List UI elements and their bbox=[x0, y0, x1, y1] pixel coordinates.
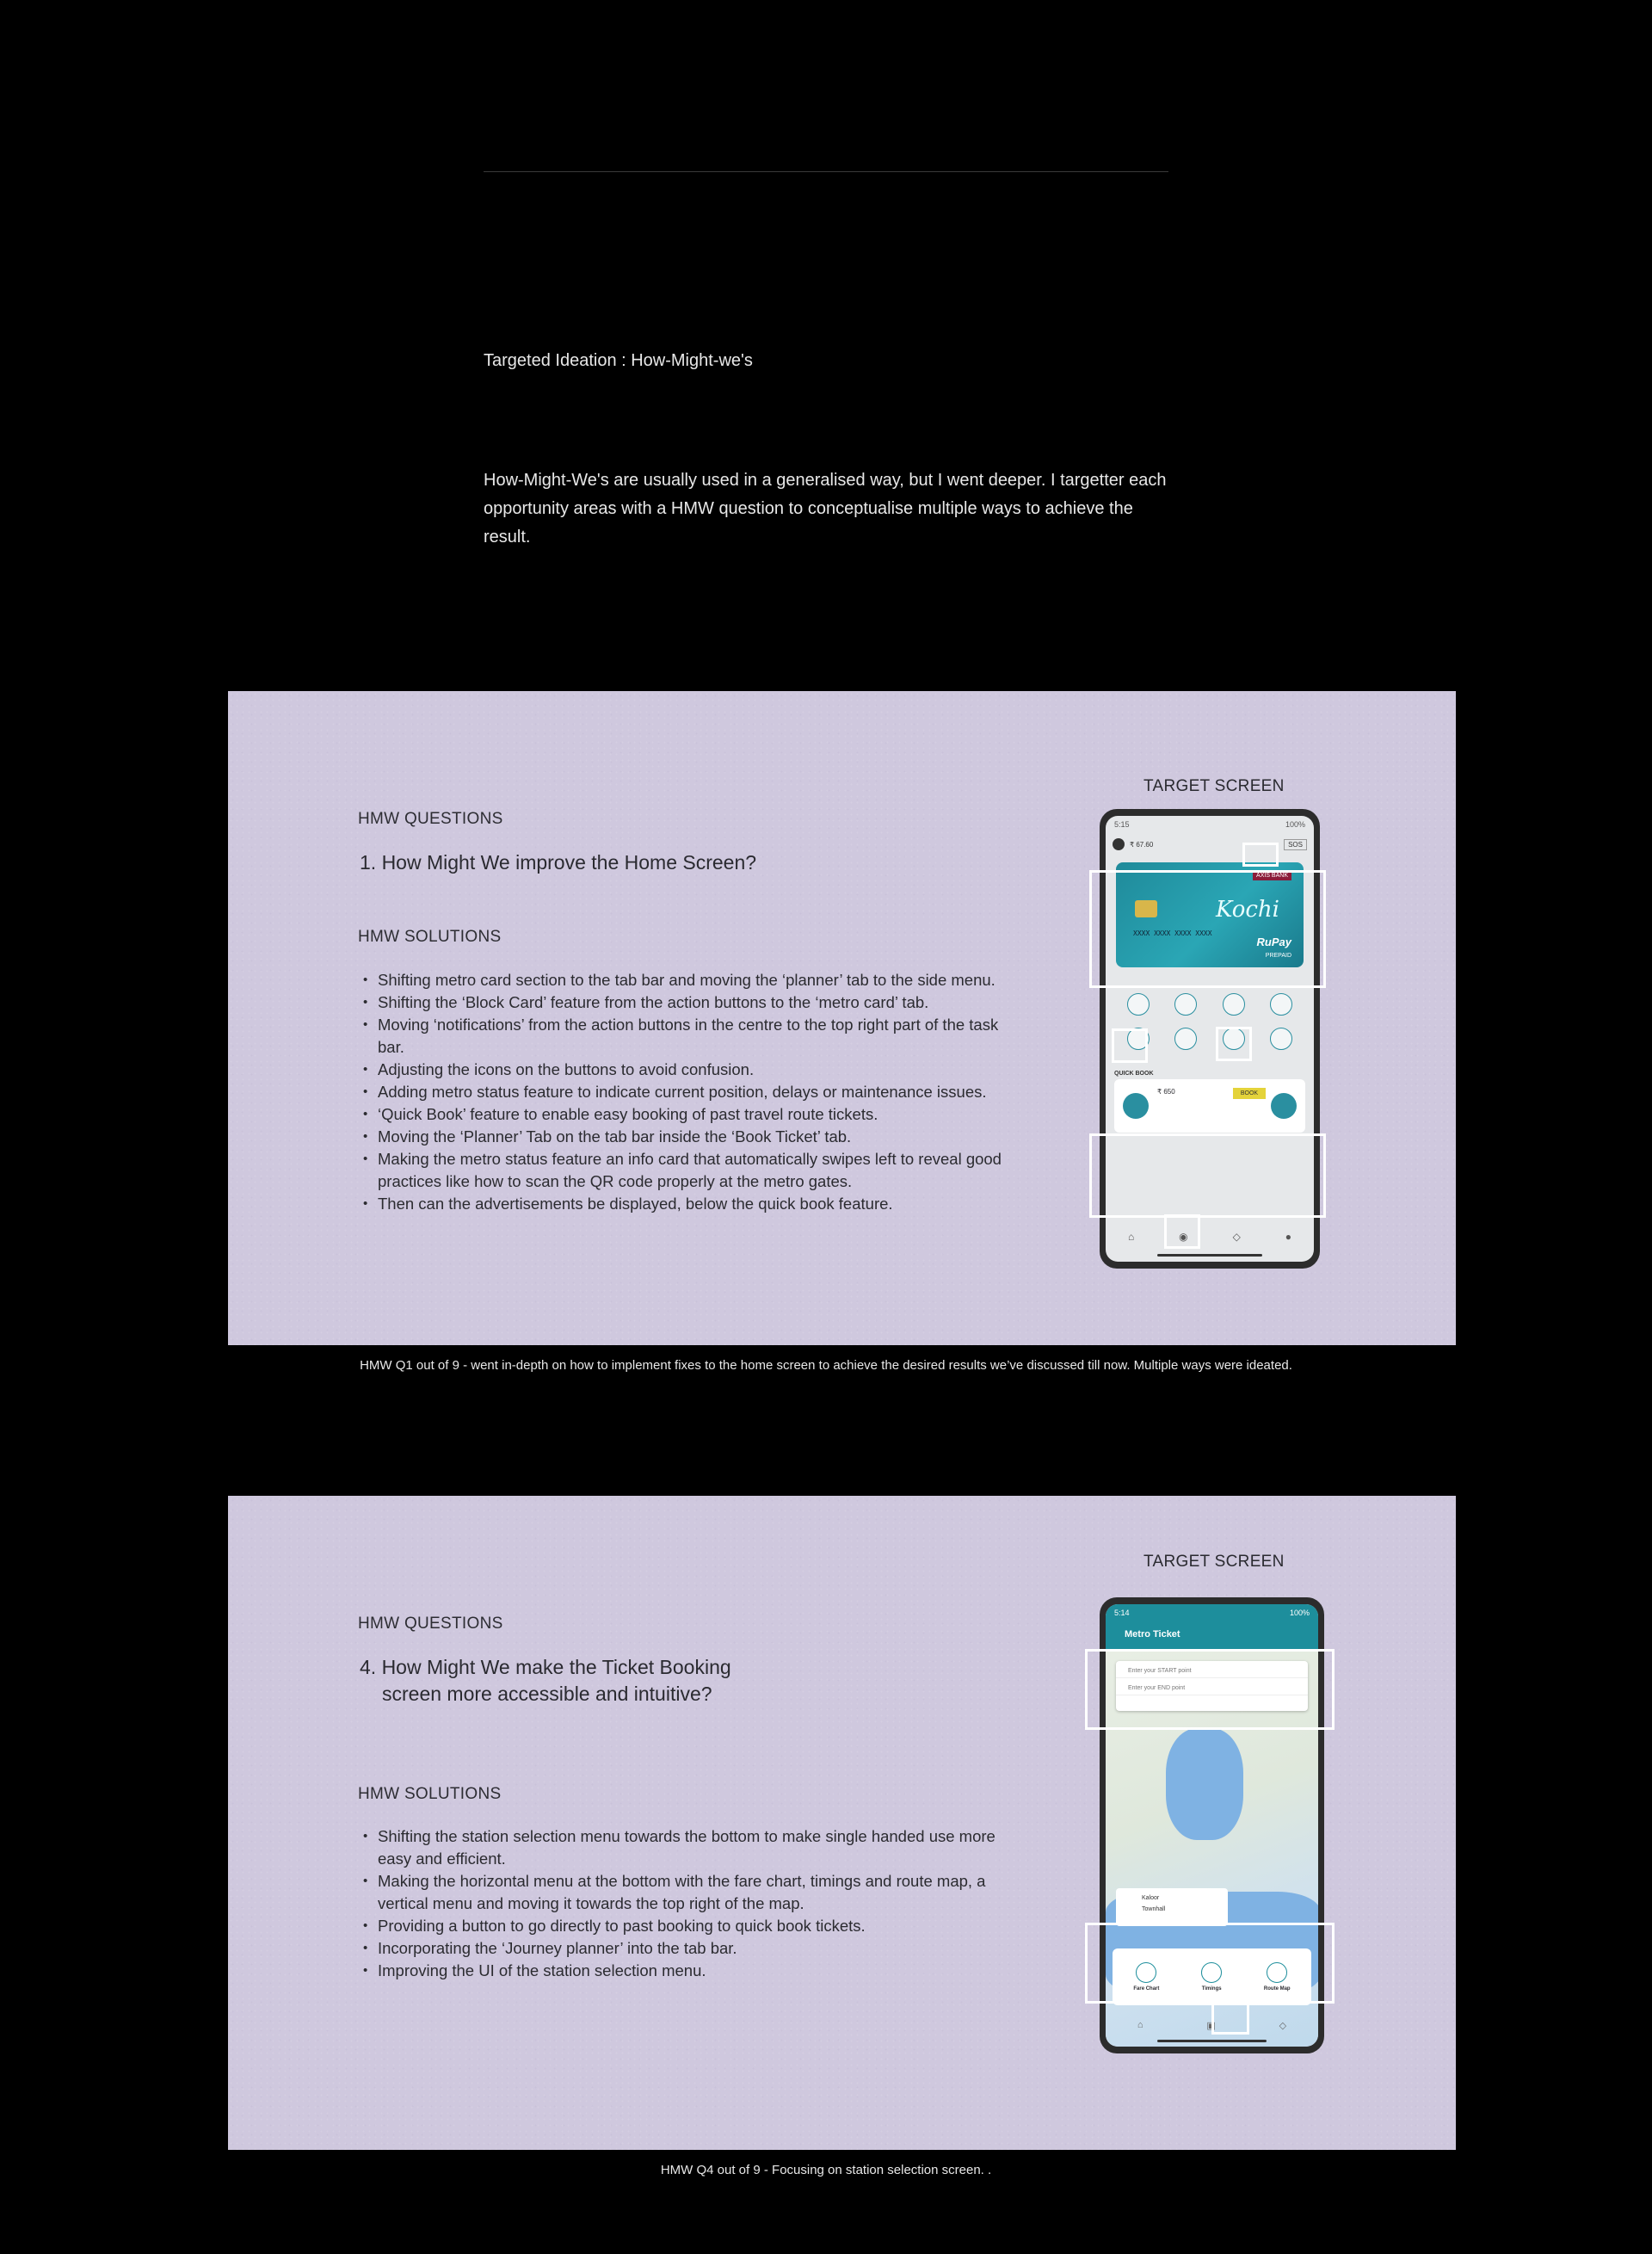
card-network: RuPay bbox=[1256, 936, 1291, 948]
action-icon bbox=[1270, 993, 1292, 1016]
fare-value: ₹ 650 bbox=[1157, 1088, 1175, 1096]
section-divider bbox=[484, 171, 1168, 172]
station-icon bbox=[1123, 1093, 1149, 1119]
status-time: 5:15 bbox=[1114, 820, 1130, 829]
menu-label: Timings bbox=[1201, 1986, 1222, 1992]
balance-bar bbox=[1106, 833, 1314, 855]
list-item: • Incorporating the ‘Journey planner’ into the tab bar. bbox=[361, 1937, 1015, 1960]
highlight-box bbox=[1085, 1923, 1335, 2004]
questions-label: HMW QUESTIONS bbox=[358, 810, 503, 828]
list-item: • Adding metro status feature to indicate current position, delays or maintenance issues. bbox=[361, 1081, 1015, 1103]
target-screen-label: TARGET SCREEN bbox=[1143, 1553, 1285, 1571]
question-line: 1. How Might We improve the Home Screen? bbox=[360, 851, 757, 874]
action-row-1 bbox=[1114, 993, 1305, 1016]
slide-caption: HMW Q1 out of 9 - went in-depth on how to implement fixes to the home screen to achieve the desired results we’ve discussed till now. Multiple ways were ideated. bbox=[360, 1358, 1292, 1373]
highlight-box bbox=[1211, 2000, 1249, 2035]
quick-book-card bbox=[1114, 1079, 1305, 1133]
list-item: • Then can the advertisements be displayed, below the quick book feature. bbox=[361, 1193, 1015, 1215]
ticket-icon: ◇ bbox=[1279, 2020, 1287, 2031]
sos-button: SOS bbox=[1284, 839, 1307, 850]
quick-book-label: QUICK BOOK bbox=[1114, 1071, 1154, 1077]
question-line: screen more accessible and intuitive? bbox=[382, 1683, 712, 1705]
action-icon bbox=[1127, 993, 1150, 1016]
list-item: • Moving ‘notifications’ from the action buttons in the centre to the top right part of the task bar. bbox=[361, 1014, 1015, 1059]
to-station: Townhall bbox=[1142, 1906, 1166, 1912]
list-item: • Providing a button to go directly to past booking to quick book tickets. bbox=[361, 1915, 1015, 1937]
list-item: • Shifting metro card section to the tab bar and moving the ‘planner’ tab to the side menu. bbox=[361, 969, 1015, 991]
solutions-label: HMW SOLUTIONS bbox=[358, 1785, 502, 1803]
list-item: • Shifting the ‘Block Card’ feature from the action buttons to the ‘metro card’ tab. bbox=[361, 991, 1015, 1014]
map-pin-icon: ◉ bbox=[1179, 1231, 1188, 1243]
question-line: 4. How Might We make the Ticket Booking bbox=[360, 1656, 731, 1678]
hmw-question bbox=[360, 1654, 731, 1707]
ticket-icon: ◇ bbox=[1232, 1231, 1241, 1243]
screen-title: Metro Ticket bbox=[1106, 1621, 1318, 1651]
end-field: Enter your END point bbox=[1116, 1678, 1308, 1695]
highlight-box bbox=[1112, 1028, 1148, 1063]
action-icon bbox=[1174, 993, 1197, 1016]
past-booking-card bbox=[1116, 1888, 1228, 1926]
avatar bbox=[1113, 838, 1125, 850]
from-station: Kaloor bbox=[1142, 1895, 1160, 1901]
action-icon bbox=[1270, 1028, 1292, 1050]
solutions-list bbox=[361, 1825, 1015, 1982]
hmw-slide-1 bbox=[228, 691, 1456, 1345]
solutions-label: HMW SOLUTIONS bbox=[358, 928, 502, 946]
list-item: • Making the horizontal menu at the bottom with the fare chart, timings and route map, a vertical menu and moving it towards the top right of the map. bbox=[361, 1870, 1015, 1915]
hmw-slide-4 bbox=[228, 1496, 1456, 2150]
map-water bbox=[1166, 1728, 1243, 1840]
card-number: XXXX XXXX XXXX XXXX bbox=[1133, 929, 1212, 937]
list-item: • Making the metro status feature an info card that automatically swipes left to reveal good practices like how to scan the QR code properly at the metro gates. bbox=[361, 1148, 1015, 1193]
start-field: Enter your START point bbox=[1116, 1661, 1308, 1678]
section-description: How-Might-We's are usually used in a generalised way, but I went deeper. I targetter each opportunity areas with a HMW question to conceptualise multiple ways to achieve the result. bbox=[484, 471, 1167, 547]
action-icon bbox=[1223, 993, 1245, 1016]
target-screen-label: TARGET SCREEN bbox=[1143, 777, 1285, 795]
status-battery: 100% bbox=[1285, 820, 1305, 829]
solutions-list bbox=[361, 969, 1015, 1215]
highlight-box bbox=[1089, 1133, 1326, 1218]
status-battery: 100% bbox=[1289, 1609, 1310, 1617]
home-indicator bbox=[1157, 1254, 1262, 1257]
highlight-box bbox=[1242, 843, 1279, 867]
bank-logo: AXIS BANK bbox=[1253, 871, 1291, 880]
slide-caption: HMW Q4 out of 9 - Focusing on station selection screen. . bbox=[660, 2163, 992, 2177]
home-tab-icon: ⌂ bbox=[1127, 1231, 1135, 1243]
book-button: BOOK bbox=[1233, 1088, 1266, 1099]
menu-label: Route Map bbox=[1263, 1986, 1291, 1992]
tab-bar bbox=[1106, 1224, 1314, 1250]
status-bar bbox=[1106, 816, 1314, 833]
list-item: • Moving the ‘Planner’ Tab on the tab bar inside the ‘Book Ticket’ tab. bbox=[361, 1126, 1015, 1148]
action-icon bbox=[1174, 1028, 1197, 1050]
list-item: • Improving the UI of the station selection menu. bbox=[361, 1960, 1015, 1982]
balance-value: ₹ 67.60 bbox=[1130, 840, 1154, 849]
highlight-box bbox=[1164, 1214, 1200, 1249]
section-title: Targeted Ideation : How-Might-we's bbox=[484, 351, 753, 370]
compass-icon: ● bbox=[1285, 1231, 1291, 1243]
list-item: • ‘Quick Book’ feature to enable easy booking of past travel route tickets. bbox=[361, 1103, 1015, 1126]
highlight-box bbox=[1085, 1649, 1335, 1730]
home-tab-icon: ⌂ bbox=[1137, 2020, 1143, 2030]
hmw-question bbox=[360, 849, 756, 876]
highlight-box bbox=[1089, 870, 1326, 988]
list-item: • Adjusting the icons on the buttons to avoid confusion. bbox=[361, 1059, 1015, 1081]
card-brand: Kochi bbox=[1215, 897, 1279, 923]
questions-label: HMW QUESTIONS bbox=[358, 1615, 503, 1633]
menu-label: Fare Chart bbox=[1133, 1986, 1160, 1992]
list-item: • Shifting the station selection menu towards the bottom to make single handed use more easy and efficient. bbox=[361, 1825, 1015, 1870]
train-icon: ▣ bbox=[1206, 2020, 1216, 2031]
status-bar bbox=[1106, 1604, 1318, 1621]
status-time: 5:14 bbox=[1114, 1609, 1130, 1617]
station-icon bbox=[1271, 1093, 1297, 1119]
highlight-box bbox=[1216, 1027, 1252, 1061]
card-type: PREPAID bbox=[1265, 953, 1291, 959]
home-indicator bbox=[1157, 2040, 1267, 2042]
